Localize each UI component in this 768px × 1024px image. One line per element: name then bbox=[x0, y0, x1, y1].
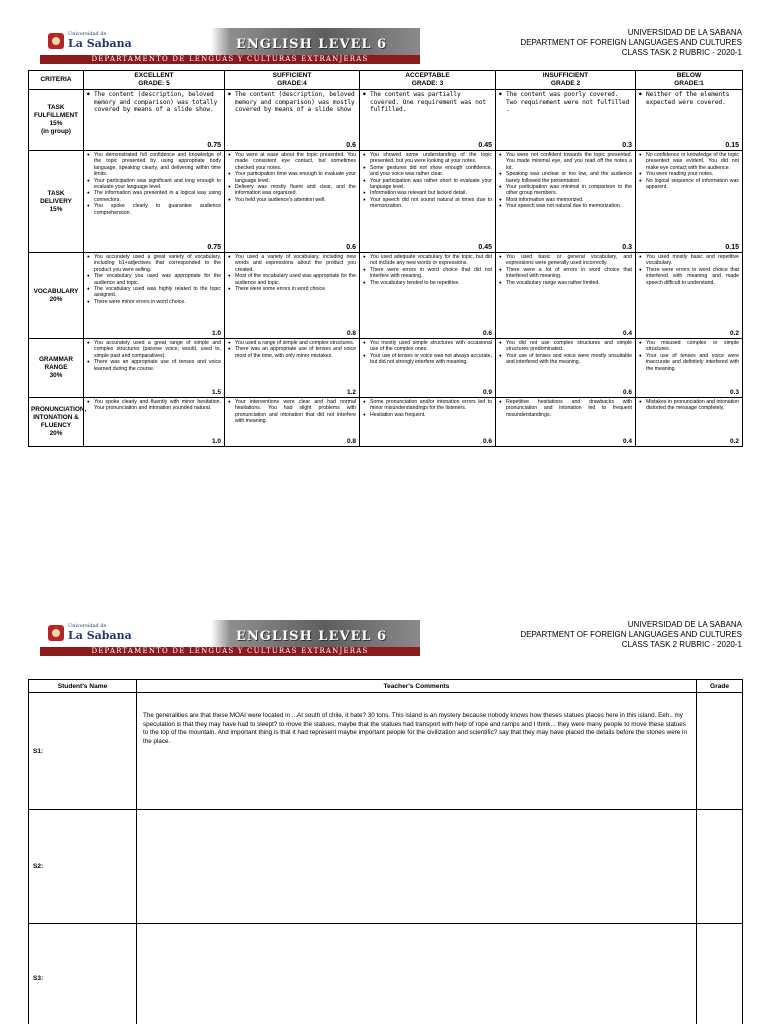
descriptor-cell bbox=[496, 151, 636, 253]
university-name: UNIVERSIDAD DE LA SABANA bbox=[627, 620, 742, 629]
rubric-title: CLASS TASK 2 RUBRIC - 2020-1 bbox=[621, 48, 742, 57]
criterion-label: TASK bbox=[47, 104, 65, 111]
descriptor-item: ● Your participation was rather short to evaluate your language level. bbox=[363, 178, 492, 191]
university-banner bbox=[40, 28, 420, 64]
score-value: 0.6 bbox=[482, 330, 492, 337]
criterion-label: 15% bbox=[49, 205, 63, 213]
grade-cell[interactable] bbox=[697, 924, 743, 1024]
descriptor-item: ● Your participation was minimal in comparison to the other group members. bbox=[499, 184, 632, 197]
criterion-cell bbox=[29, 253, 84, 339]
descriptor-item: ● The content (description, beloved memory and comparison) was mostly covered by means of a slide show bbox=[228, 91, 356, 114]
department-name: DEPARTMENT OF FOREIGN LANGUAGES AND CULTURES bbox=[520, 38, 742, 47]
descriptor-item: ● Most information was memorized. bbox=[499, 197, 632, 203]
descriptor-item: ● Your use of tenses and voice were inaccurate and definitely interfered with the meaning. bbox=[639, 353, 739, 372]
criterion-label: TASK DELIVERY bbox=[40, 189, 72, 205]
descriptor-cell bbox=[84, 398, 225, 447]
descriptor-list bbox=[639, 340, 739, 372]
criterion-label: FLUENCY bbox=[40, 422, 72, 429]
descriptor-cell bbox=[636, 253, 743, 339]
student-row bbox=[29, 810, 743, 924]
descriptor-list bbox=[228, 152, 356, 203]
comments-header-row bbox=[29, 680, 743, 693]
criterion-cell bbox=[29, 90, 84, 151]
student-row bbox=[29, 924, 743, 1024]
teacher-comment[interactable] bbox=[137, 810, 697, 924]
criterion-label: (in group) bbox=[41, 128, 71, 135]
criterion-label: 15% bbox=[49, 120, 63, 127]
department-name: DEPARTMENT OF FOREIGN LANGUAGES AND CULTURES bbox=[520, 630, 742, 639]
descriptor-item: ● Hesitation was frequent. bbox=[363, 412, 492, 418]
descriptor-item: ● The vocabulary range was rather limited. bbox=[499, 280, 632, 286]
descriptor-list bbox=[87, 399, 221, 412]
descriptor-item: ● There were some errors in word choice. bbox=[228, 286, 356, 292]
score-value: 0.15 bbox=[725, 244, 739, 251]
descriptor-item: ● Neither of the elements expected were covered. bbox=[639, 91, 739, 106]
criteria-header: CRITERIA bbox=[29, 71, 84, 90]
descriptor-list bbox=[228, 254, 356, 292]
score-value: 0.3 bbox=[729, 389, 739, 396]
descriptor-cell bbox=[496, 253, 636, 339]
teacher-comments-header: Teacher's Comments bbox=[137, 680, 697, 693]
score-value: 0.8 bbox=[346, 438, 356, 445]
rubric-title: CLASS TASK 2 RUBRIC - 2020-1 bbox=[621, 640, 742, 649]
descriptor-item: ● Your use of tenses or voice was not always accurate, but did not strongly interfere with meaning. bbox=[363, 353, 492, 366]
descriptor-item: ● You were not confident towards the topic presented. You made minimal eye, and you read off the notes a lot. bbox=[499, 152, 632, 171]
descriptor-list bbox=[228, 399, 356, 425]
descriptor-list bbox=[639, 91, 739, 106]
descriptor-list bbox=[639, 399, 739, 412]
descriptor-item: ● You misused complex or simple structures. bbox=[639, 340, 739, 353]
university-logo: Universidad de La Sabana bbox=[68, 31, 132, 50]
descriptor-item: ● You used mostly basic and repetitive vocabulary. bbox=[639, 254, 739, 267]
descriptor-cell bbox=[496, 90, 636, 151]
criterion-label: 20% bbox=[49, 430, 63, 437]
descriptor-item: ● The content was poorly covered. Two requirement were not fulfilled . bbox=[499, 91, 632, 114]
score-value: 0.45 bbox=[478, 142, 492, 149]
descriptor-item: ● You showed some understanding of the topic presented, but you were looking at your notes. bbox=[363, 152, 492, 165]
student-name: S1: bbox=[29, 693, 137, 810]
descriptor-item: ● The vocabulary tended to be repetitive. bbox=[363, 280, 492, 286]
page-header bbox=[28, 28, 742, 64]
descriptor-item: ● There was an appropriate use of tenses and voice learned during the course. bbox=[87, 359, 221, 372]
descriptor-item: ● Your interventions were clear and had normal hesitations. You had slight problems with pronunciation and intonation that did not interfere with meaning. bbox=[228, 399, 356, 425]
descriptor-item: ● Most of the vocabulary used was appropriate for the audience and topic. bbox=[228, 273, 356, 286]
descriptor-list bbox=[363, 340, 492, 366]
descriptor-item: ● The content (description, beloved memory and comparison) was totally covered by means of a slide show. bbox=[87, 91, 221, 114]
descriptor-item: ● You held your audience's attention well. bbox=[228, 197, 356, 203]
descriptor-item: ● The information was presented in a logical way using connectors. bbox=[87, 190, 221, 203]
criterion-label: RANGE bbox=[44, 364, 68, 371]
descriptor-cell bbox=[496, 339, 636, 398]
score-value: 0.6 bbox=[622, 389, 632, 396]
descriptor-item: ● Mistakes in pronunciation and intonation distorted the message completely. bbox=[639, 399, 739, 412]
criterion-label: INTONATION & bbox=[33, 414, 79, 421]
descriptor-item: ● There was an appropriate use of tenses and voice most of the time, with only minor mistakes. bbox=[228, 346, 356, 359]
descriptor-item: ● You spoke clearly to guarantee audience comprehension. bbox=[87, 203, 221, 216]
document-title bbox=[520, 28, 742, 58]
descriptor-item: ● Your use of tenses and voice were mostly unsuitable and interfered with the meaning. bbox=[499, 353, 632, 366]
english-level-title: ENGLISH LEVEL 6 bbox=[236, 629, 388, 644]
descriptor-item: ● There were a lot of errors in word choice that interfered with meaning. bbox=[499, 267, 632, 280]
department-banner-text: DEPARTAMENTO DE LENGUAS Y CULTURAS EXTRANJERAS bbox=[40, 55, 420, 64]
descriptor-cell bbox=[636, 151, 743, 253]
descriptor-item: ● No confidence or knowledge of the topic presented was evident. You did not make eye contact with the audience. bbox=[639, 152, 739, 171]
department-banner-text: DEPARTAMENTO DE LENGUAS Y CULTURAS EXTRANJERAS bbox=[40, 647, 420, 656]
rubric-row bbox=[29, 90, 743, 151]
criterion-cell bbox=[29, 398, 87, 447]
teacher-comment[interactable] bbox=[137, 924, 697, 1024]
descriptor-cell bbox=[636, 90, 743, 151]
descriptor-item: ● You demonstrated full confidence and knowledge of the topic presented by using appropriate body language, speaking clearly, and delivering within time limits. bbox=[87, 152, 221, 178]
criterion-cell bbox=[29, 339, 84, 398]
descriptor-item: ● Your speech was not natural due to memorization. bbox=[499, 203, 632, 209]
descriptor-list bbox=[639, 254, 739, 286]
level-header: EXCELLENT GRADE: 5 bbox=[84, 71, 225, 90]
criterion-label: PRONUNCIATION, bbox=[31, 406, 87, 413]
score-value: 0.4 bbox=[622, 438, 632, 445]
comments-table bbox=[28, 679, 743, 1024]
grade-cell[interactable] bbox=[697, 810, 743, 924]
descriptor-cell bbox=[636, 339, 743, 398]
descriptor-item: ● You mostly used simple structures with occasional use of the complex ones. bbox=[363, 340, 492, 353]
score-value: 1.5 bbox=[211, 389, 221, 396]
descriptor-item: ● You were reading your notes. bbox=[639, 171, 739, 177]
descriptor-cell bbox=[360, 253, 496, 339]
descriptor-item: ● Delivery was mostly fluent and clear, and the information was organized. bbox=[228, 184, 356, 197]
descriptor-cell bbox=[225, 339, 360, 398]
descriptor-cell bbox=[360, 90, 496, 151]
grade-cell[interactable] bbox=[697, 693, 743, 810]
university-seal-icon bbox=[48, 33, 64, 49]
rubric-table bbox=[28, 70, 743, 447]
score-value: 0.6 bbox=[346, 142, 356, 149]
university-logo: Universidad de La Sabana bbox=[68, 623, 132, 642]
rubric-row bbox=[29, 253, 743, 339]
descriptor-item: ● Your participation time was enough to evaluate your language level. bbox=[228, 171, 356, 184]
descriptor-list bbox=[228, 340, 356, 359]
descriptor-cell bbox=[84, 151, 225, 253]
score-value: 0.45 bbox=[478, 244, 492, 251]
document-title bbox=[520, 620, 742, 650]
descriptor-list bbox=[499, 399, 632, 418]
descriptor-list bbox=[639, 152, 739, 190]
score-value: 0.15 bbox=[725, 142, 739, 149]
rubric-row bbox=[29, 151, 743, 253]
descriptor-item: ● No logical sequence of information was apparent. bbox=[639, 178, 739, 191]
descriptor-list bbox=[87, 152, 221, 216]
criterion-label: 20% bbox=[49, 295, 63, 303]
score-value: 0.2 bbox=[729, 438, 739, 445]
criterion-label: 30% bbox=[49, 372, 63, 379]
score-value: 1.0 bbox=[211, 330, 221, 337]
descriptor-cell bbox=[225, 253, 360, 339]
descriptor-item: ● The content was partially covered. One requirement was not fulfilled. bbox=[363, 91, 492, 114]
level-header: ACCEPTABLE GRADE: 3 bbox=[360, 71, 496, 90]
descriptor-cell bbox=[225, 398, 360, 447]
student-name: S3: bbox=[29, 924, 137, 1024]
score-value: 1.2 bbox=[346, 389, 356, 396]
score-value: 0.75 bbox=[207, 142, 221, 149]
score-value: 0.75 bbox=[207, 244, 221, 251]
descriptor-item: ● Your participation was significant and long enough to evaluate your language level. bbox=[87, 178, 221, 191]
descriptor-list bbox=[499, 254, 632, 286]
descriptor-item: ● You accurately used a great variety of vocabulary, including b1+adjectives that corresponded to the product you were selling. bbox=[87, 254, 221, 273]
descriptor-item: ● You spoke clearly and fluently with minor hesitation. Your pronunciation and intonation sounded natural. bbox=[87, 399, 221, 412]
descriptor-list bbox=[499, 340, 632, 366]
level-header: INSUFFICIENT GRADE 2 bbox=[496, 71, 636, 90]
rubric-row bbox=[29, 339, 743, 398]
descriptor-item: ● You did not use complex structures and simple structures predominated. bbox=[499, 340, 632, 353]
student-name: S2: bbox=[29, 810, 137, 924]
descriptor-cell bbox=[360, 339, 496, 398]
descriptor-item: ● Repetitive hesitations and drawbacks with pronunciation and intonation led to frequent misunderstandings. bbox=[499, 399, 632, 418]
descriptor-item: ● You used a variety of vocabulary, including new words and expressions about the product you created. bbox=[228, 254, 356, 273]
rubric-row bbox=[29, 398, 743, 447]
descriptor-cell bbox=[360, 398, 496, 447]
descriptor-list bbox=[87, 91, 221, 114]
descriptor-item: ● You accurately used a great range of simple and complex structures (passive voice, would, used to, simple past and comparatives). bbox=[87, 340, 221, 359]
page-header bbox=[28, 620, 742, 656]
criterion-label: VOCABULARY bbox=[33, 287, 79, 295]
descriptor-cell bbox=[496, 398, 636, 447]
university-banner bbox=[40, 620, 420, 656]
descriptor-cell bbox=[636, 398, 743, 447]
student-row bbox=[29, 693, 743, 810]
descriptor-cell bbox=[84, 253, 225, 339]
grade-header: Grade bbox=[697, 680, 743, 693]
score-value: 0.6 bbox=[346, 244, 356, 251]
descriptor-cell bbox=[225, 151, 360, 253]
descriptor-item: ● You used adequate vocabulary for the topic, but did not include any new words or expressions. bbox=[363, 254, 492, 267]
descriptor-item: ● There were errors in word choice that interfered with meaning and made speech difficult to understand. bbox=[639, 267, 739, 286]
descriptor-list bbox=[363, 254, 492, 286]
score-value: 0.3 bbox=[622, 244, 632, 251]
english-level-title: ENGLISH LEVEL 6 bbox=[236, 37, 388, 52]
descriptor-item: ● There were errors in word choice that did not interfere with meaning. bbox=[363, 267, 492, 280]
descriptor-item: ● There were minor errors in word choice. bbox=[87, 299, 221, 305]
rubric-header-row bbox=[29, 71, 743, 90]
descriptor-cell bbox=[84, 339, 225, 398]
score-value: 0.9 bbox=[482, 389, 492, 396]
teacher-comment[interactable]: The generalities are that these MOAI were located in ...At south of chile, it hate? 30 tons. This island is an mystery because nobody knows how theses statues places here in this island. Eeh.. my speculation is that they may have had to sleept? to move the statues, maybe that the statues had transport with help of rope and ramps and I think... they were many people to move these statues to the top of the mountain. And important thing is that it had represent maybe important people for the civilization and scientific? say that they may have placed the details before the stones were in the place. bbox=[137, 693, 697, 810]
descriptor-item: ● You used a range of simple and complex structures. bbox=[228, 340, 356, 346]
descriptor-cell bbox=[84, 90, 225, 151]
descriptor-item: ● Speaking was unclear or too low, and the audience barely followed the presentation. bbox=[499, 171, 632, 184]
score-value: 0.8 bbox=[346, 330, 356, 337]
descriptor-item: ● Some pronunciation and/or intonation errors led to minor misunderstandings for the listeners. bbox=[363, 399, 492, 412]
descriptor-list bbox=[499, 152, 632, 210]
score-value: 0.3 bbox=[622, 142, 632, 149]
descriptor-item: ● Some gestures did not show enough confidence, and your voice was rather clear. bbox=[363, 165, 492, 178]
descriptor-list bbox=[363, 91, 492, 114]
university-seal-icon bbox=[48, 625, 64, 641]
descriptor-cell bbox=[360, 151, 496, 253]
descriptor-list bbox=[363, 152, 492, 210]
score-value: 0.4 bbox=[622, 330, 632, 337]
descriptor-list bbox=[363, 399, 492, 418]
score-value: 1.0 bbox=[211, 438, 221, 445]
criterion-label: FULFILLMENT bbox=[33, 112, 78, 119]
descriptor-item: ● Your speech did not sound natural at times due to memorization. bbox=[363, 197, 492, 210]
criterion-cell bbox=[29, 151, 84, 253]
level-header: SUFFICIENT GRADE:4 bbox=[225, 71, 360, 90]
descriptor-list bbox=[499, 91, 632, 114]
student-name-header: Student's Name bbox=[29, 680, 137, 693]
university-name: UNIVERSIDAD DE LA SABANA bbox=[627, 28, 742, 37]
score-value: 0.6 bbox=[482, 438, 492, 445]
descriptor-item: ● You used basic or general vocabulary, and expressions were generally used incorrectly. bbox=[499, 254, 632, 267]
descriptor-list bbox=[228, 91, 356, 114]
descriptor-item: ● Information was relevant but lacked detail. bbox=[363, 190, 492, 196]
descriptor-list bbox=[87, 340, 221, 372]
score-value: 0.2 bbox=[729, 330, 739, 337]
descriptor-item: ● You were at ease about the topic presented. You made consistent eye contact, but sometimes checked your notes. bbox=[228, 152, 356, 171]
descriptor-item: ● The vocabulary you used was appropriate for the audience and topic. bbox=[87, 273, 221, 286]
descriptor-item: ● The vocabulary used was highly related to the topic assigned. bbox=[87, 286, 221, 299]
descriptor-list bbox=[87, 254, 221, 305]
descriptor-cell bbox=[225, 90, 360, 151]
level-header: BELOW GRADE:1 bbox=[636, 71, 743, 90]
criterion-label: GRAMMAR bbox=[38, 356, 74, 363]
